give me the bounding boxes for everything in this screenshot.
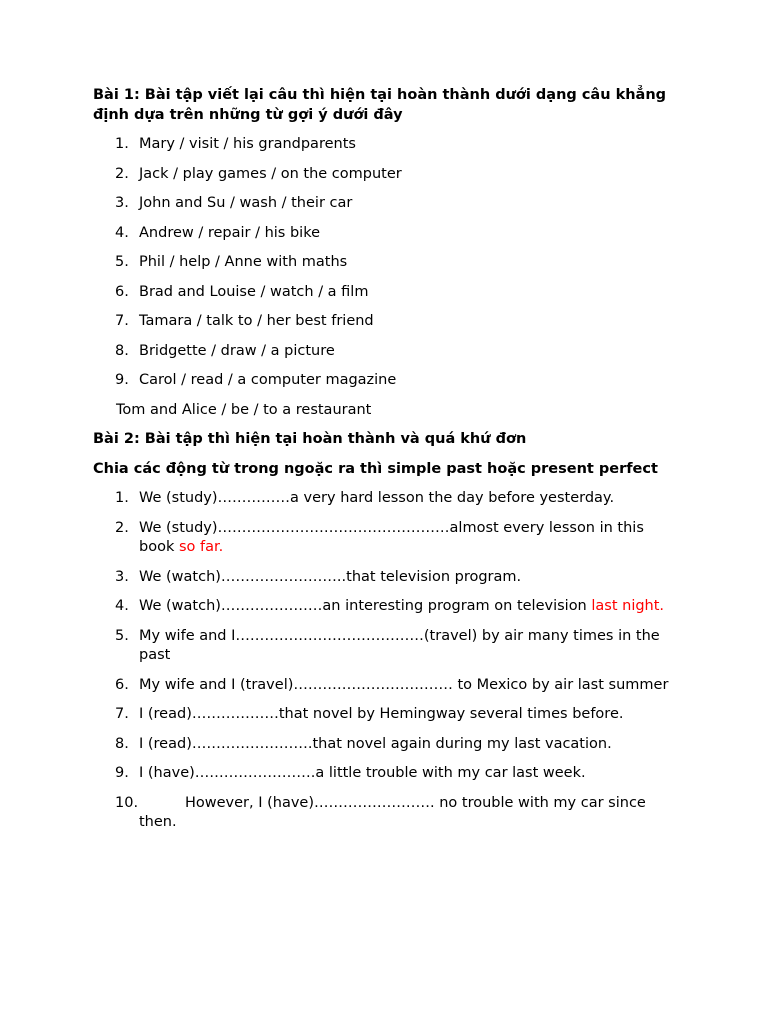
item-text: I (have)…………………….a little trouble with my car last week.: [139, 765, 586, 781]
item-number: 3.: [115, 568, 129, 585]
document-page: [93, 86, 678, 843]
item-text: John and Su / wash / their car: [139, 195, 353, 211]
list-item: [93, 253, 678, 273]
list-item: [93, 568, 678, 588]
item-text: Bridgette / draw / a picture: [139, 342, 335, 359]
item-number: 4.: [115, 598, 129, 614]
item-text: I (read)…………………….that novel again during my last vacation.: [139, 735, 612, 752]
item-number: 6.: [115, 283, 129, 300]
exercise-2-list: [93, 489, 678, 833]
list-item: [93, 165, 678, 185]
item-text: Brad and Louise / watch / a film: [139, 283, 369, 300]
highlighted-time-expression: so far.: [178, 539, 224, 555]
item-number: 7.: [115, 706, 129, 722]
list-item: [93, 627, 678, 666]
item-number: 6.: [115, 676, 129, 693]
exercise-1-extra-line: Tom and Alice / be / to a restaurant: [116, 401, 372, 418]
item-number: 8.: [115, 735, 129, 752]
exercise-2-instruction: Chia các động từ trong ngoặc ra thì simple past hoặc present perfect: [93, 460, 658, 477]
item-text: We (watch)……………………..that television program.: [139, 568, 522, 585]
item-number: 5.: [115, 627, 129, 644]
list-item: [93, 312, 678, 332]
item-number: 3.: [115, 195, 129, 211]
list-item: [93, 283, 678, 303]
item-number: 1.: [115, 136, 129, 152]
list-item: [93, 735, 678, 755]
list-item: [93, 794, 678, 833]
list-item: [93, 224, 678, 244]
item-text: Jack / play games / on the computer: [139, 165, 402, 182]
item-text: However, I (have)……………………. no trouble with my car since then.: [139, 794, 646, 830]
list-item: [93, 489, 678, 509]
list-item: [93, 342, 678, 362]
list-item: [93, 705, 678, 725]
item-number: 7.: [115, 313, 129, 329]
exercise-2-title: Bài 2: Bài tập thì hiện tại hoàn thành và quá khứ đơn: [93, 431, 527, 447]
list-item: [93, 764, 678, 784]
item-number: 2.: [115, 165, 129, 182]
list-item: [93, 597, 678, 617]
item-number: 10.: [115, 794, 139, 811]
item-number: 9.: [115, 372, 129, 388]
item-text: My wife and I…………………………………(travel) by air many times in the past: [139, 627, 660, 663]
item-text: Mary / visit / his grandparents: [139, 136, 356, 152]
highlighted-time-expression: last night.: [591, 598, 665, 614]
list-item: [93, 371, 678, 391]
list-item: [93, 676, 678, 696]
item-text: Tamara / talk to / her best friend: [139, 313, 374, 329]
exercise-1-title: Bài 1: Bài tập viết lại câu thì hiện tại hoàn thành dưới dạng câu khẳng định dựa trên những từ gợi ý dưới đây: [93, 87, 667, 123]
item-number: 5.: [115, 254, 129, 270]
item-number: 1.: [115, 490, 129, 506]
item-text: Carol / read / a computer magazine: [139, 372, 397, 388]
item-text: Phil / help / Anne with maths: [139, 254, 348, 270]
item-number: 9.: [115, 765, 129, 781]
item-text: We (study)……………a very hard lesson the day before yesterday.: [139, 490, 615, 506]
item-text: We (study)…………………………………………almost every lesson in this book: [139, 519, 644, 555]
item-text: Andrew / repair / his bike: [139, 224, 321, 241]
item-number: 4.: [115, 224, 129, 241]
item-number: 2.: [115, 519, 129, 536]
list-item: [93, 519, 678, 558]
exercise-1-list: [93, 135, 678, 391]
item-text: I (read)………………that novel by Hemingway several times before.: [139, 706, 624, 722]
item-number: 8.: [115, 342, 129, 359]
item-text: My wife and I (travel)…………………………… to Mexico by air last summer: [139, 676, 669, 693]
list-item: [93, 194, 678, 214]
list-item: [93, 135, 678, 155]
item-text: We (watch)…………………an interesting program on television: [139, 598, 592, 614]
